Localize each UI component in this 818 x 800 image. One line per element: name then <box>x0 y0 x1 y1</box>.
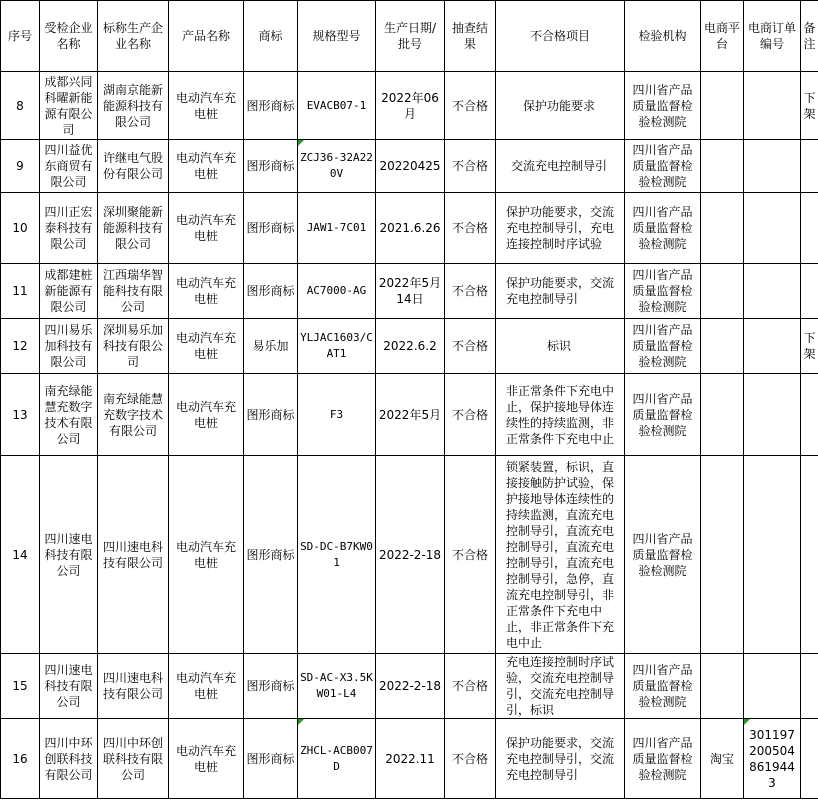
cell-order-no <box>744 140 801 193</box>
table-row <box>1 72 818 140</box>
cell-manufacturer: 四川速电科技有限公司 <box>98 456 169 654</box>
cell-result: 不合格 <box>445 456 496 654</box>
cell-product: 电动汽车充电桩 <box>169 264 244 319</box>
cell-brand: 图形商标 <box>244 374 298 456</box>
cell-model: YLJAC1603/CAT1 <box>298 319 376 374</box>
cell-platform <box>701 264 744 319</box>
cell-product: 电动汽车充电桩 <box>169 456 244 654</box>
cell-result: 不合格 <box>445 72 496 140</box>
cell-platform <box>701 72 744 140</box>
cell-remark: 下架 <box>801 72 818 140</box>
table-row <box>1 264 818 319</box>
cell-manufacturer: 江西瑞华智能科技有限公司 <box>98 264 169 319</box>
cell-agency: 四川省产品质量监督检验检测院 <box>625 319 701 374</box>
cell-unqualified-items: 交流充电控制导引 <box>496 140 625 193</box>
cell-manufacturer: 湖南京能新能源科技有限公司 <box>98 72 169 140</box>
cell-remark <box>801 456 818 654</box>
cell-remark <box>801 264 818 319</box>
header-result: 抽查结果 <box>445 1 496 72</box>
header-unqualified-items: 不合格项目 <box>496 1 625 72</box>
cell-order-no <box>744 264 801 319</box>
cell-agency: 四川省产品质量监督检验检测院 <box>625 264 701 319</box>
cell-model-text: ZCJ36-32A220V <box>300 151 373 180</box>
cell-comment-marker <box>298 719 304 725</box>
cell-platform <box>701 319 744 374</box>
header-brand: 商标 <box>244 1 298 72</box>
cell-production: 2022-2-18 <box>376 456 445 654</box>
cell-product: 电动汽车充电桩 <box>169 140 244 193</box>
cell-remark <box>801 140 818 193</box>
cell-order-no <box>744 193 801 264</box>
cell-agency: 四川省产品质量监督检验检测院 <box>625 72 701 140</box>
cell-result: 不合格 <box>445 719 496 799</box>
cell-agency: 四川省产品质量监督检验检测院 <box>625 654 701 719</box>
cell-seq: 11 <box>1 264 40 319</box>
cell-agency: 四川省产品质量监督检验检测院 <box>625 140 701 193</box>
cell-platform <box>701 374 744 456</box>
header-model: 规格型号 <box>298 1 376 72</box>
cell-production: 2022.6.2 <box>376 319 445 374</box>
table-row <box>1 374 818 456</box>
cell-model <box>298 140 376 193</box>
cell-production: 2022-2-18 <box>376 654 445 719</box>
cell-comment-marker <box>298 140 304 146</box>
cell-result: 不合格 <box>445 374 496 456</box>
cell-seq: 9 <box>1 140 40 193</box>
cell-comment-marker <box>744 719 750 725</box>
header-manufacturer: 标称生产企业名称 <box>98 1 169 72</box>
cell-production: 2022年06月 <box>376 72 445 140</box>
cell-brand: 图形商标 <box>244 264 298 319</box>
cell-result: 不合格 <box>445 654 496 719</box>
cell-seq: 14 <box>1 456 40 654</box>
cell-manufacturer: 深圳易乐加科技有限公司 <box>98 319 169 374</box>
cell-product: 电动汽车充电桩 <box>169 719 244 799</box>
cell-unqualified-items: 非正常条件下充电中止，保护接地导体连续性的持续监测，非正常条件下充电中止 <box>496 374 625 456</box>
table-row <box>1 319 818 374</box>
cell-seq: 15 <box>1 654 40 719</box>
cell-seq: 13 <box>1 374 40 456</box>
cell-remark <box>801 193 818 264</box>
cell-order-no-text: 3011972005048619443 <box>749 727 795 790</box>
cell-platform <box>701 140 744 193</box>
cell-unqualified-items: 保护功能要求，交流充电控制导引 <box>496 264 625 319</box>
cell-seq: 10 <box>1 193 40 264</box>
cell-order-no <box>744 374 801 456</box>
table-row <box>1 140 818 193</box>
header-order-no: 电商订单编号 <box>744 1 801 72</box>
cell-inspected-company: 南充绿能慧充数字技术有限公司 <box>40 374 98 456</box>
cell-unqualified-items: 标识 <box>496 319 625 374</box>
cell-result: 不合格 <box>445 319 496 374</box>
cell-brand: 图形商标 <box>244 719 298 799</box>
cell-agency: 四川省产品质量监督检验检测院 <box>625 193 701 264</box>
cell-inspected-company: 四川速电科技有限公司 <box>40 654 98 719</box>
cell-order-no <box>744 654 801 719</box>
cell-model: AC7000-AG <box>298 264 376 319</box>
cell-remark: 下架 <box>801 319 818 374</box>
cell-brand: 易乐加 <box>244 319 298 374</box>
header-product: 产品名称 <box>169 1 244 72</box>
cell-order-no <box>744 719 801 799</box>
cell-seq: 12 <box>1 319 40 374</box>
table-row <box>1 193 818 264</box>
header-agency: 检验机构 <box>625 1 701 72</box>
cell-inspected-company: 成都兴同科曜新能源有限公司 <box>40 72 98 140</box>
cell-product: 电动汽车充电桩 <box>169 319 244 374</box>
cell-seq: 16 <box>1 719 40 799</box>
cell-unqualified-items: 保护功能要求，交流充电控制导引，交流充电控制导引 <box>496 719 625 799</box>
cell-agency: 四川省产品质量监督检验检测院 <box>625 456 701 654</box>
cell-remark <box>801 374 818 456</box>
cell-production: 2022年5月 <box>376 374 445 456</box>
cell-product: 电动汽车充电桩 <box>169 193 244 264</box>
cell-brand: 图形商标 <box>244 140 298 193</box>
cell-model: SD-DC-B7KW01 <box>298 456 376 654</box>
cell-order-no <box>744 72 801 140</box>
cell-agency: 四川省产品质量监督检验检测院 <box>625 719 701 799</box>
cell-platform <box>701 193 744 264</box>
cell-manufacturer: 四川中环创联科技有限公司 <box>98 719 169 799</box>
cell-platform: 淘宝 <box>701 719 744 799</box>
cell-brand: 图形商标 <box>244 456 298 654</box>
cell-brand: 图形商标 <box>244 654 298 719</box>
cell-brand: 图形商标 <box>244 193 298 264</box>
cell-production: 2022.11 <box>376 719 445 799</box>
cell-inspected-company: 四川正宏泰科技有限公司 <box>40 193 98 264</box>
cell-production: 2022年5月14日 <box>376 264 445 319</box>
cell-result: 不合格 <box>445 264 496 319</box>
cell-result: 不合格 <box>445 193 496 264</box>
cell-model: EVACB07-1 <box>298 72 376 140</box>
cell-inspected-company: 四川益优东商贸有限公司 <box>40 140 98 193</box>
cell-unqualified-items: 保护功能要求，交流充电控制导引，充电连接控制时序试验 <box>496 193 625 264</box>
cell-inspected-company: 四川中环创联科技有限公司 <box>40 719 98 799</box>
cell-product: 电动汽车充电桩 <box>169 72 244 140</box>
table-row <box>1 654 818 719</box>
cell-model: F3 <box>298 374 376 456</box>
cell-model: JAW1-7C01 <box>298 193 376 264</box>
cell-remark <box>801 719 818 799</box>
cell-agency: 四川省产品质量监督检验检测院 <box>625 374 701 456</box>
cell-model <box>298 719 376 799</box>
header-production: 生产日期/批号 <box>376 1 445 72</box>
cell-inspected-company: 四川速电科技有限公司 <box>40 456 98 654</box>
cell-product: 电动汽车充电桩 <box>169 654 244 719</box>
cell-inspected-company: 成都建桩新能源有限公司 <box>40 264 98 319</box>
cell-model-text: ZHCL-ACB007D <box>300 743 373 773</box>
cell-manufacturer: 南充绿能慧充数字技术有限公司 <box>98 374 169 456</box>
cell-inspected-company: 四川易乐加科技有限公司 <box>40 319 98 374</box>
header-platform: 电商平台 <box>701 1 744 72</box>
cell-remark <box>801 654 818 719</box>
cell-production: 20220425 <box>376 140 445 193</box>
cell-brand: 图形商标 <box>244 72 298 140</box>
header-inspected-company: 受检企业名称 <box>40 1 98 72</box>
cell-unqualified-items: 保护功能要求 <box>496 72 625 140</box>
header-row <box>1 1 818 72</box>
table-row <box>1 456 818 654</box>
cell-platform <box>701 456 744 654</box>
cell-seq: 8 <box>1 72 40 140</box>
cell-result: 不合格 <box>445 140 496 193</box>
cell-order-no <box>744 456 801 654</box>
cell-order-no <box>744 319 801 374</box>
cell-platform <box>701 654 744 719</box>
cell-production: 2021.6.26 <box>376 193 445 264</box>
cell-unqualified-items: 充电连接控制时序试验，交流充电控制导引，交流充电控制导引，标识 <box>496 654 625 719</box>
cell-manufacturer: 深圳聚能新能源科技有限公司 <box>98 193 169 264</box>
cell-manufacturer: 四川速电科技有限公司 <box>98 654 169 719</box>
cell-product: 电动汽车充电桩 <box>169 374 244 456</box>
cell-unqualified-items: 锁紧装置，标识，直接接触防护试验，保护接地导体连续性的持续监测，直流充电控制导引，直流充电控制导引，直流充电控制导引，直流充电控制导引，急停，直流充电控制导引，非正常条件下充电中止，非正常条件下充电中止 <box>496 456 625 654</box>
header-seq: 序号 <box>1 1 40 72</box>
table-row <box>1 719 818 799</box>
cell-model: SD-AC-X3.5KW01-L4 <box>298 654 376 719</box>
header-remark: 备注 <box>801 1 818 72</box>
cell-manufacturer: 许继电气股份有限公司 <box>98 140 169 193</box>
